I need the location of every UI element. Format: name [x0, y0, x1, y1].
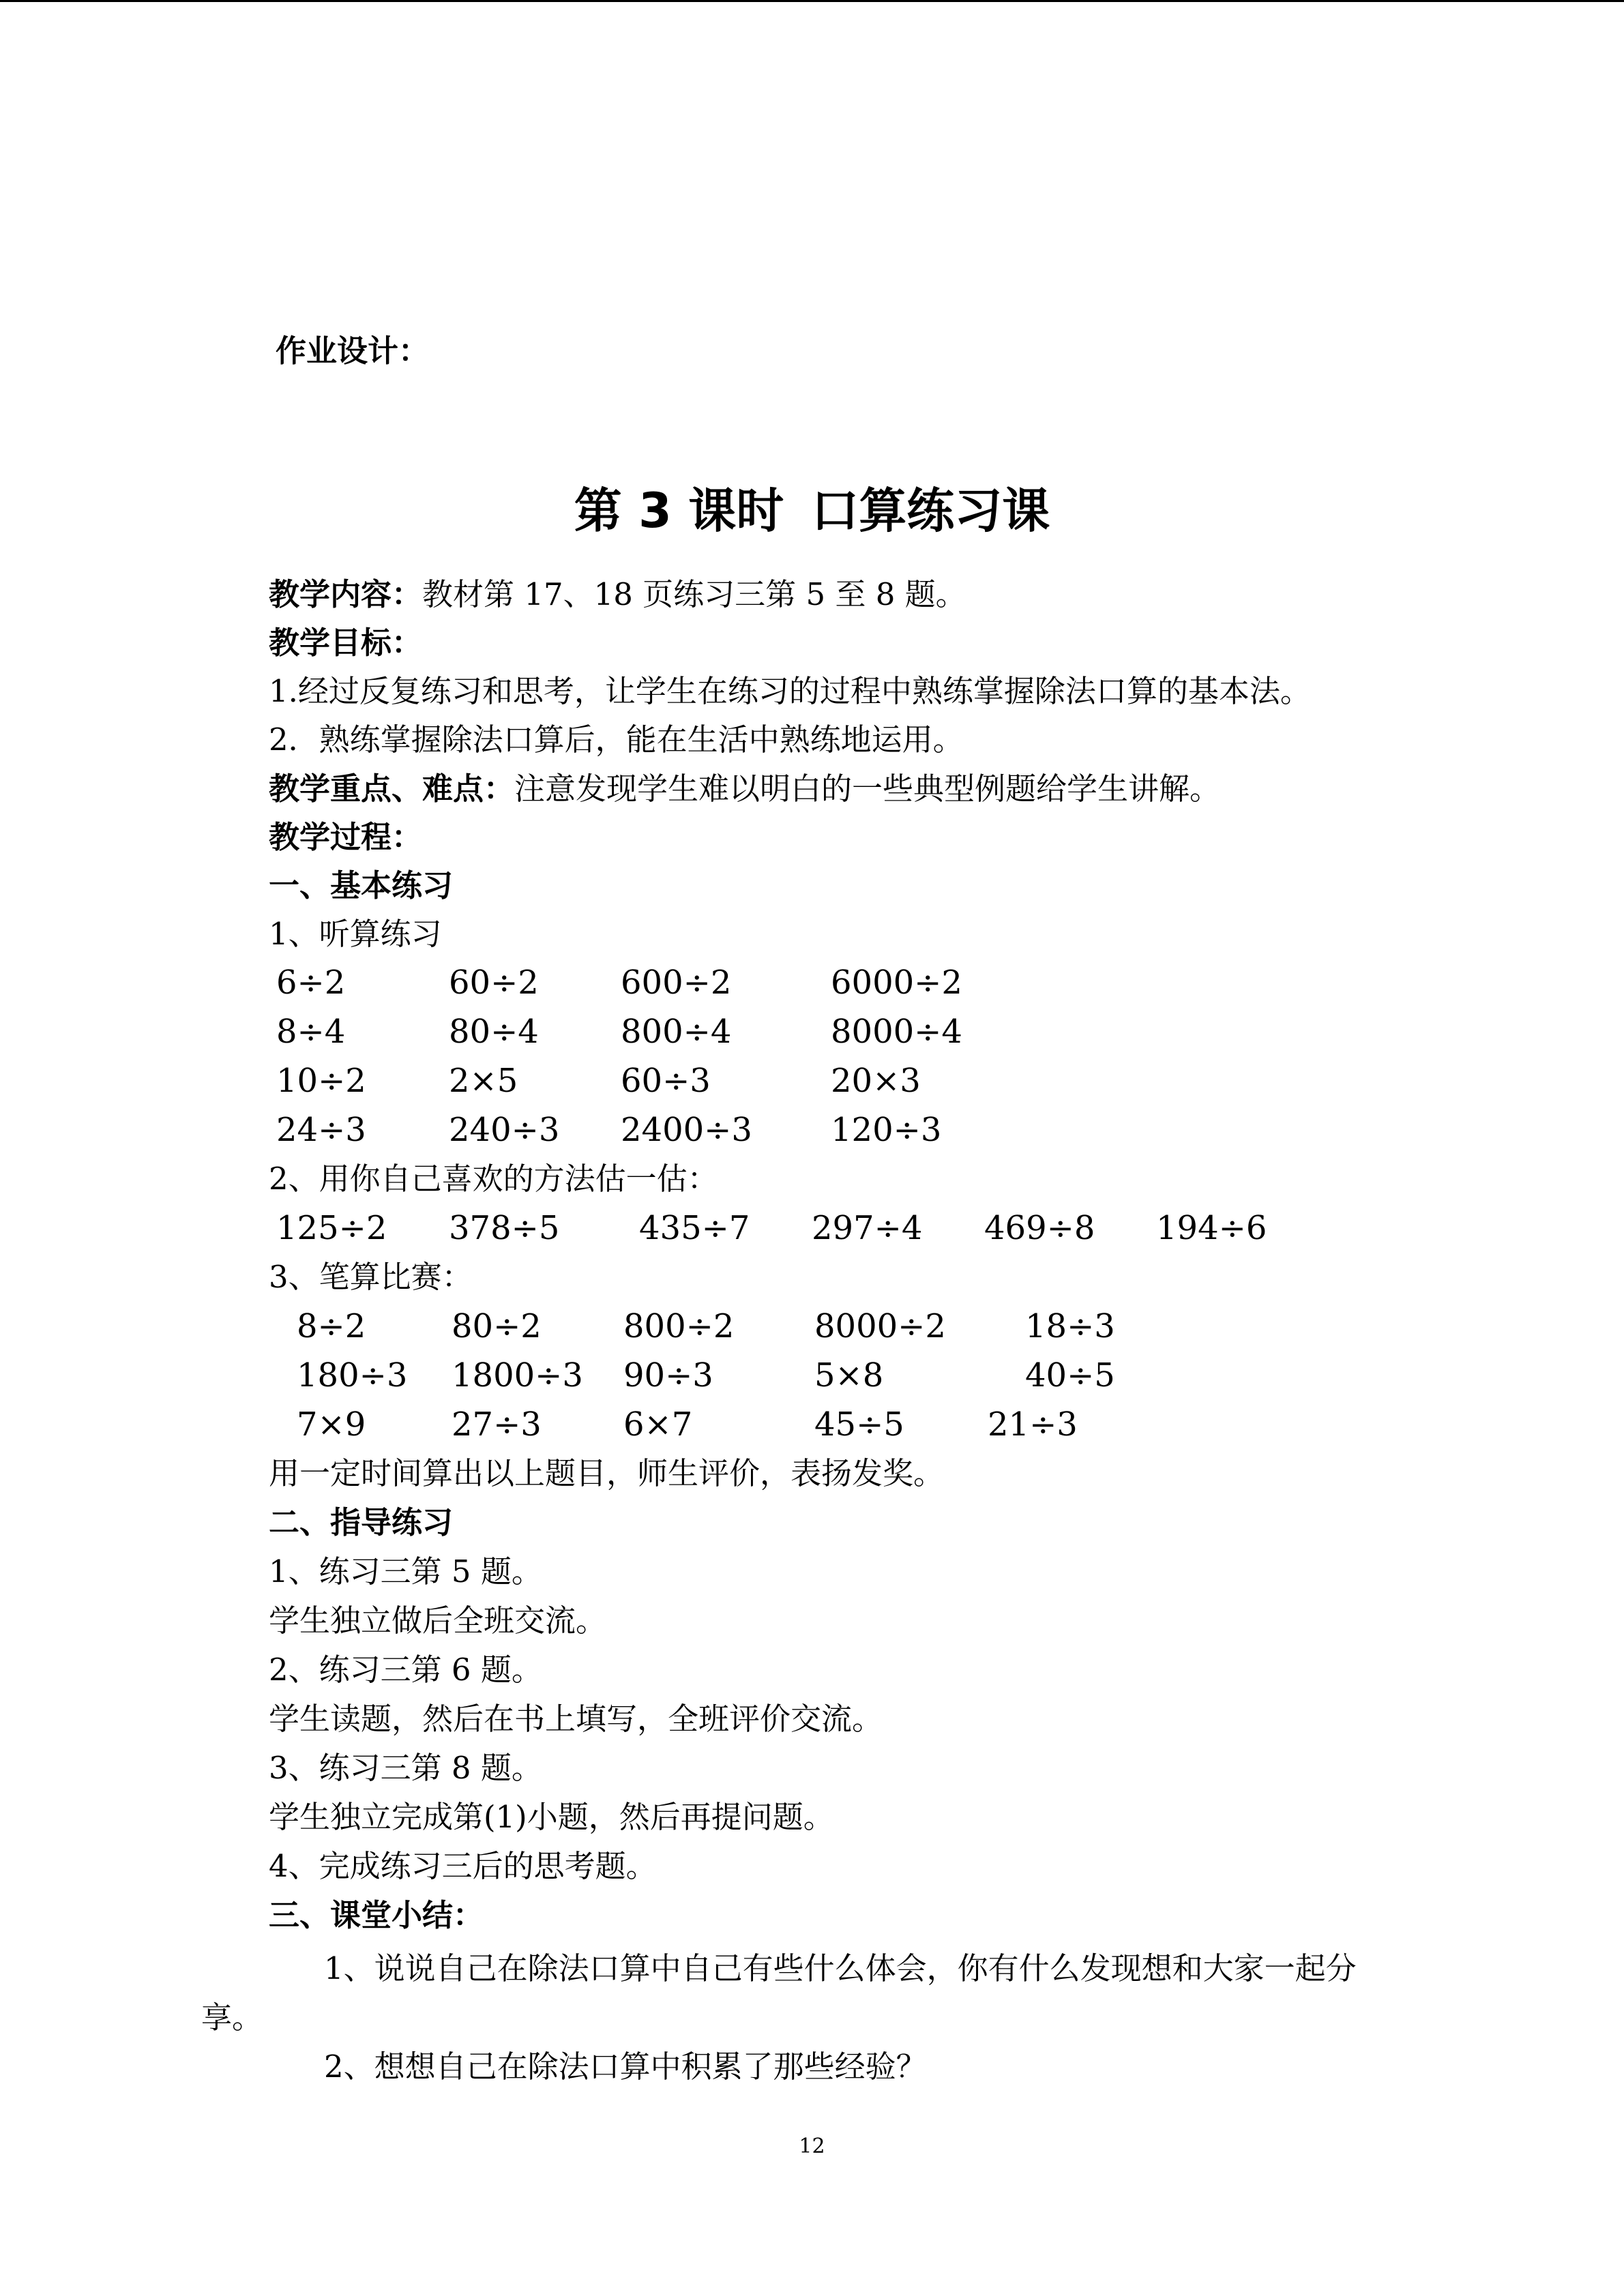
- part1-label: 1、听算练习: [269, 916, 442, 952]
- content-text: 教材第 17、18 页练习三第 5 至 8 题。: [422, 576, 966, 612]
- content-line: [269, 575, 966, 614]
- expr: 2400÷3: [621, 1111, 752, 1149]
- homework-label: 作业设计：: [276, 333, 430, 369]
- listen-row-2: [0, 1012, 1624, 1052]
- section2-line: 3、练习三第 8 题。: [269, 1750, 542, 1786]
- written-row-3: [0, 1405, 1624, 1444]
- expr: 80÷4: [449, 1013, 539, 1051]
- listen-row-1: [0, 963, 1624, 1002]
- expr: 800÷2: [623, 1307, 735, 1345]
- content-label: 教学内容：: [269, 576, 423, 612]
- key-points-label: 教学重点、难点：: [269, 771, 515, 807]
- expr: 180÷3: [297, 1356, 408, 1395]
- part2-label: 2、用你自己喜欢的方法估一估：: [269, 1161, 718, 1197]
- section1-note: 用一定时间算出以上题目，师生评价，表扬发奖。: [269, 1455, 945, 1491]
- section2-line: 学生读题，然后在书上填写，全班评价交流。: [269, 1701, 883, 1737]
- section2-heading: 二、指导练习: [269, 1504, 454, 1540]
- section2-line: 4、完成练习三后的思考题。: [269, 1848, 657, 1884]
- expr: 6×7: [623, 1405, 693, 1444]
- expr: 240÷3: [449, 1111, 560, 1149]
- summary-item-1: 1、说说自己在除法口算中自己有些什么体会，你有什么发现想和大家一起分: [324, 1950, 1357, 1986]
- expr: 24÷3: [276, 1111, 366, 1149]
- section2-line: 1、练习三第 5 题。: [269, 1553, 542, 1590]
- expr: 10÷2: [276, 1062, 366, 1100]
- expr: 60÷3: [621, 1062, 711, 1100]
- key-points-line: [269, 769, 1220, 809]
- lesson-title: [0, 480, 1624, 541]
- key-points-text: 注意发现学生难以明白的一些典型例题给学生讲解。: [514, 771, 1221, 807]
- goal-item-2: 2．熟练掌握除法口算后，能在生活中熟练地运用。: [269, 721, 964, 758]
- expr: 5×8: [814, 1356, 884, 1395]
- goal-item-1: 1.经过反复练习和思考，让学生在练习的过程中熟练掌握除法口算的基本法。: [269, 673, 1311, 709]
- expr: 120÷3: [831, 1111, 942, 1149]
- section2-line: 学生独立做后全班交流。: [269, 1602, 607, 1639]
- section2-line: 学生独立完成第(1)小题，然后再提问题。: [269, 1799, 834, 1835]
- summary-item-2: 2、想想自己在除法口算中积累了那些经验？: [324, 2048, 927, 2085]
- expr: 125÷2: [276, 1209, 387, 1247]
- expr: 378÷5: [449, 1209, 560, 1247]
- expr: 18÷3: [1025, 1307, 1115, 1345]
- listen-row-4: [0, 1110, 1624, 1150]
- page-number: 12: [799, 2134, 825, 2158]
- expr: 194÷6: [1156, 1209, 1267, 1247]
- expr: 8000÷2: [814, 1307, 946, 1345]
- expr: 20×3: [831, 1062, 921, 1100]
- expr: 40÷5: [1025, 1356, 1115, 1395]
- top-border: [0, 0, 1624, 2]
- expr: 27÷3: [452, 1405, 542, 1444]
- written-row-2: [0, 1356, 1624, 1395]
- expr: 60÷2: [449, 964, 539, 1002]
- expr: 90÷3: [623, 1356, 713, 1395]
- expr: 1800÷3: [452, 1356, 583, 1395]
- expr: 8÷2: [297, 1307, 366, 1345]
- listen-row-3: [0, 1061, 1624, 1101]
- process-label: 教学过程：: [269, 819, 423, 855]
- expr: 435÷7: [639, 1209, 750, 1247]
- expr: 6000÷2: [831, 964, 962, 1002]
- expr: 8÷4: [276, 1013, 346, 1051]
- expr: 7×9: [297, 1405, 366, 1444]
- section3-heading: 三、课堂小结：: [269, 1897, 484, 1933]
- expr: 21÷3: [988, 1405, 1078, 1444]
- section1-heading: 一、基本练习: [269, 867, 454, 904]
- section2-line: 2、练习三第 6 题。: [269, 1652, 542, 1688]
- expr: 2×5: [449, 1062, 518, 1100]
- expr: 6÷2: [276, 964, 346, 1002]
- expr: 45÷5: [814, 1405, 904, 1444]
- expr: 297÷4: [812, 1209, 923, 1247]
- lesson-name: 口算练习课: [811, 483, 1050, 539]
- expr: 800÷4: [621, 1013, 732, 1051]
- written-row-1: [0, 1307, 1624, 1346]
- summary-item-1-wrap: 享。: [201, 1999, 263, 2036]
- expr: 80÷2: [452, 1307, 542, 1345]
- expr: 469÷8: [984, 1209, 1095, 1247]
- lesson-number: 第 3 课时: [574, 483, 784, 539]
- estimate-row: [0, 1208, 1624, 1248]
- part3-label: 3、笔算比赛：: [269, 1259, 473, 1295]
- expr: 8000÷4: [831, 1013, 962, 1051]
- expr: 600÷2: [621, 964, 732, 1002]
- goals-label: 教学目标：: [269, 625, 423, 661]
